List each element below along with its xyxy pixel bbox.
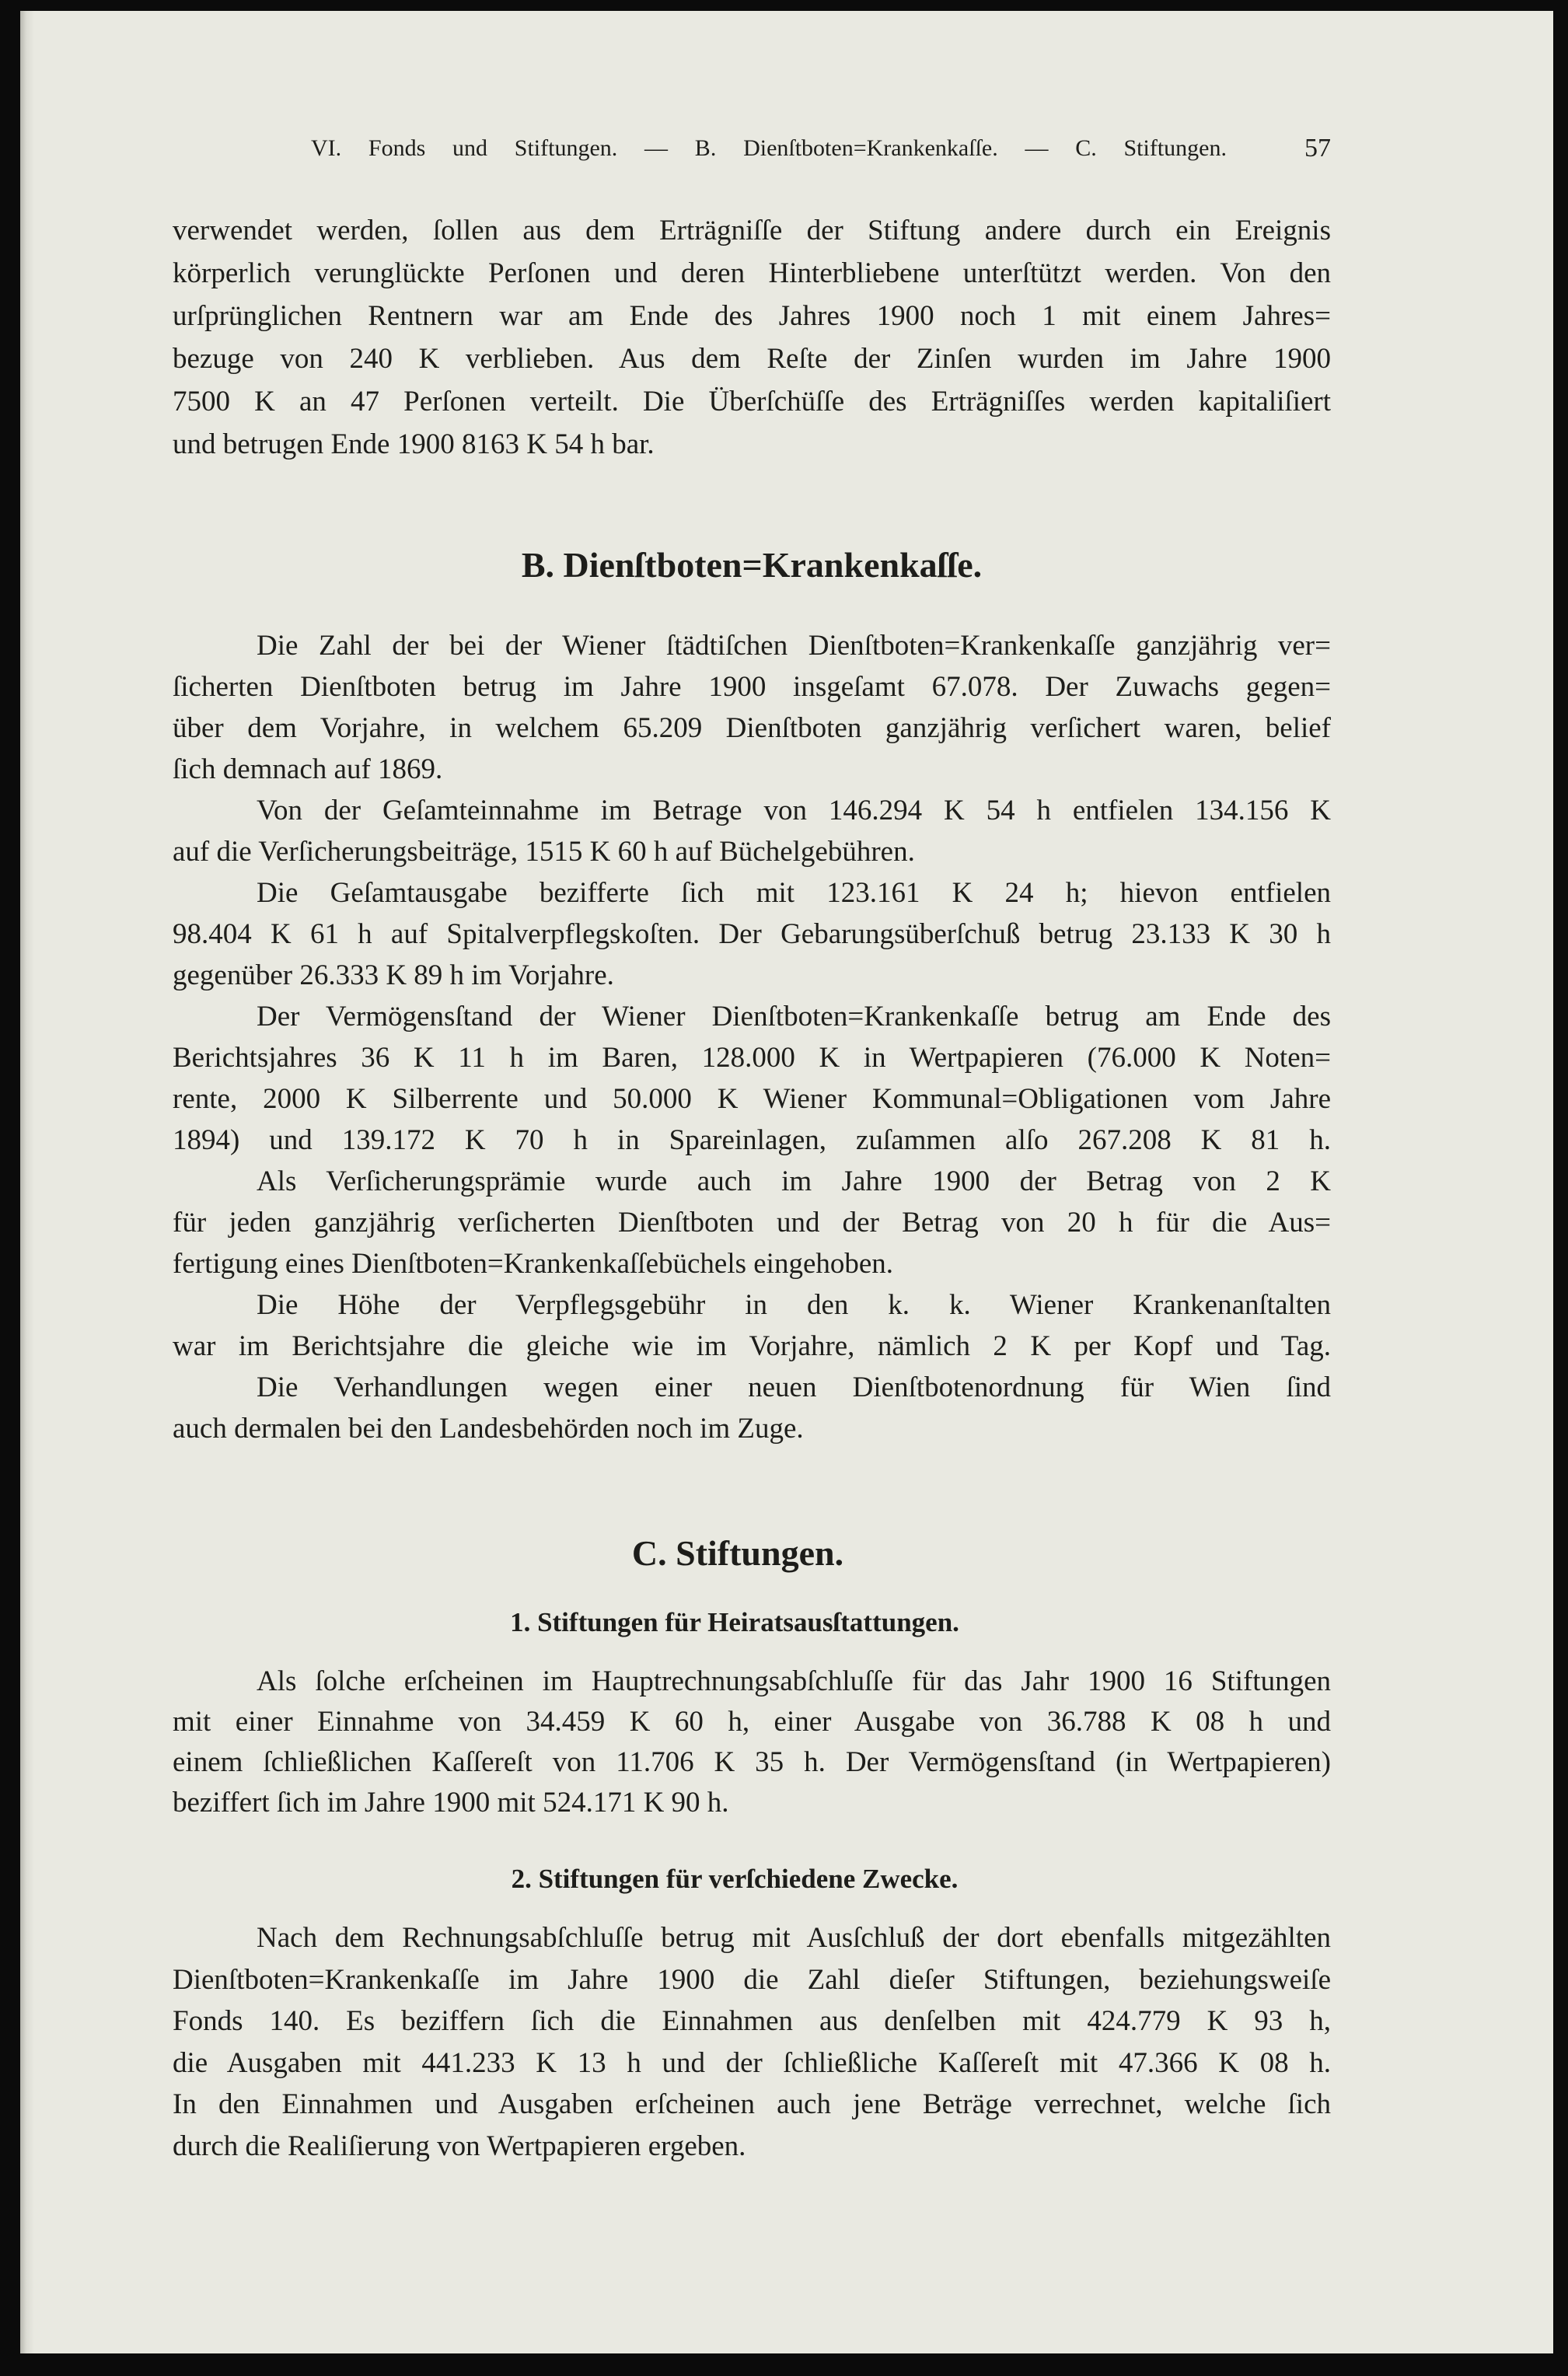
text-line: Die Höhe der Verpflegsgebühr in den k. k. Wiener Krankenanſtalten bbox=[257, 1289, 1331, 1321]
paragraph bbox=[173, 1917, 1331, 2167]
text-line: körperlich verunglückte Perſonen und deren Hinterbliebene unterſtützt werden. Von den bbox=[173, 257, 1331, 289]
text-line: Fonds 140. Es beziffern ſich die Einnahmen aus denſelben mit 424.779 K 93 h, bbox=[173, 2005, 1331, 2037]
text-line: einem ſchließlichen Kaſſereſt von 11.706 K 35 h. Der Vermögensſtand (in Wertpapieren) bbox=[173, 1746, 1331, 1778]
text-line: fertigung eines Dienſtboten=Krankenkaſſebüchels eingehoben. bbox=[173, 1248, 894, 1280]
text-line: Die Zahl der bei der Wiener ſtädtiſchen Dienſtboten=Krankenkaſſe ganzjährig ver= bbox=[257, 630, 1331, 662]
text-line: gegenüber 26.333 K 89 h im Vorjahre. bbox=[173, 959, 614, 991]
text-line: In den Einnahmen und Ausgaben erſcheinen auch jene Beträge verrechnet, welche ſich bbox=[173, 2088, 1331, 2120]
text-line: ſich demnach auf 1869. bbox=[173, 753, 443, 785]
paragraph bbox=[173, 996, 1331, 1161]
text-line: urſprünglichen Rentnern war am Ende des Jahres 1900 noch 1 mit einem Jahres= bbox=[173, 300, 1331, 332]
subsection-heading-2: 2. Stiftungen für verſchiedene Zwecke. bbox=[511, 1864, 959, 1894]
running-title: VI. Fonds und Stiftungen. — B. Dienſtboten=Krankenkaſſe. — C. Stiftungen. bbox=[311, 135, 1227, 161]
subsection-2-body bbox=[173, 1917, 1331, 2167]
subsection-heading-1: 1. Stiftungen für Heiratsausſtattungen. bbox=[510, 1607, 959, 1637]
text-line: rente, 2000 K Silberrente und 50.000 K Wiener Kommunal=Obligationen vom Jahre bbox=[173, 1083, 1331, 1115]
text-line: und betrugen Ende 1900 8163 K 54 h bar. bbox=[173, 428, 655, 460]
section-heading-b: B. Dienſtboten=Krankenkaſſe. bbox=[521, 545, 983, 585]
paragraph bbox=[173, 1161, 1331, 1284]
text-line: Berichtsjahres 36 K 11 h im Baren, 128.000 K in Wertpapieren (76.000 K Noten= bbox=[173, 1042, 1331, 1074]
continued-text bbox=[173, 209, 1331, 466]
paragraph bbox=[173, 1367, 1331, 1449]
text-line: auf die Verſicherungsbeiträge, 1515 K 60 h auf Büchelgebühren. bbox=[173, 836, 915, 868]
paragraph bbox=[173, 872, 1331, 996]
text-line: Als ſolche erſcheinen im Hauptrechnungsabſchluſſe für das Jahr 1900 16 Stiftungen bbox=[257, 1665, 1331, 1697]
section-b-body bbox=[173, 625, 1331, 1449]
text-line: auch dermalen bei den Landesbehörden noch im Zuge. bbox=[173, 1413, 804, 1445]
text-line: Von der Geſamteinnahme im Betrage von 146.294 K 54 h entfielen 134.156 K bbox=[257, 795, 1331, 826]
text-line: Nach dem Rechnungsabſchluſſe betrug mit Ausſchluß der dort ebenfalls mitgezählten bbox=[257, 1922, 1331, 1954]
paragraph bbox=[173, 1661, 1331, 1823]
page-number: 57 bbox=[1304, 134, 1331, 162]
text-line: über dem Vorjahre, in welchem 65.209 Dienſtboten ganzjährig verſichert waren, belief bbox=[173, 712, 1331, 744]
paragraph bbox=[173, 625, 1331, 790]
subsection-1-body bbox=[173, 1661, 1331, 1823]
section-heading-c: C. Stiftungen. bbox=[631, 1533, 844, 1573]
text-line: Die Verhandlungen wegen einer neuen Dienſtbotenordnung für Wien ſind bbox=[257, 1371, 1331, 1403]
text-line: war im Berichtsjahre die gleiche wie im Vorjahre, nämlich 2 K per Kopf und Tag. bbox=[173, 1330, 1331, 1362]
text-line: 1894) und 139.172 K 70 h in Spareinlagen, zuſammen alſo 267.208 K 81 h. bbox=[173, 1124, 1331, 1156]
paragraph bbox=[173, 1284, 1331, 1367]
text-line: 7500 K an 47 Perſonen verteilt. Die Überſchüſſe des Erträgniſſes werden kapitaliſiert bbox=[173, 386, 1331, 418]
text-line: Dienſtboten=Krankenkaſſe im Jahre 1900 die Zahl dieſer Stiftungen, beziehungsweiſe bbox=[173, 1963, 1331, 1996]
text-line: Der Vermögensſtand der Wiener Dienſtboten=Krankenkaſſe betrug am Ende des bbox=[257, 1001, 1331, 1033]
text-line: ſicherten Dienſtboten betrug im Jahre 1900 insgeſamt 67.078. Der Zuwachs gegen= bbox=[173, 671, 1331, 703]
text-line: beziffert ſich im Jahre 1900 mit 524.171 K 90 h. bbox=[173, 1787, 729, 1819]
text-line: bezuge von 240 K verblieben. Aus dem Reſte der Zinſen wurden im Jahre 1900 bbox=[173, 343, 1331, 375]
text-line: durch die Realiſierung von Wertpapieren ergeben. bbox=[173, 2130, 746, 2162]
text-line: Als Verſicherungsprämie wurde auch im Jahre 1900 der Betrag von 2 K bbox=[257, 1165, 1331, 1197]
text-line: 98.404 K 61 h auf Spitalverpflegskoſten. Der Gebarungsüberſchuß betrug 23.133 K 30 h bbox=[173, 918, 1331, 950]
text-line: mit einer Einnahme von 34.459 K 60 h, einer Ausgabe von 36.788 K 08 h und bbox=[173, 1706, 1331, 1738]
paragraph bbox=[173, 209, 1331, 466]
text-line: Die Geſamtausgabe bezifferte ſich mit 123.161 K 24 h; hievon entfielen bbox=[257, 877, 1331, 909]
text-line: für jeden ganzjährig verſicherten Dienſtboten und der Betrag von 20 h für die Aus= bbox=[173, 1207, 1331, 1239]
text-line: die Ausgaben mit 441.233 K 13 h und der ſchließliche Kaſſereſt mit 47.366 K 08 h. bbox=[173, 2046, 1331, 2079]
text-line: verwendet werden, ſollen aus dem Erträgniſſe der Stiftung andere durch ein Ereignis bbox=[173, 215, 1331, 246]
paragraph bbox=[173, 790, 1331, 872]
